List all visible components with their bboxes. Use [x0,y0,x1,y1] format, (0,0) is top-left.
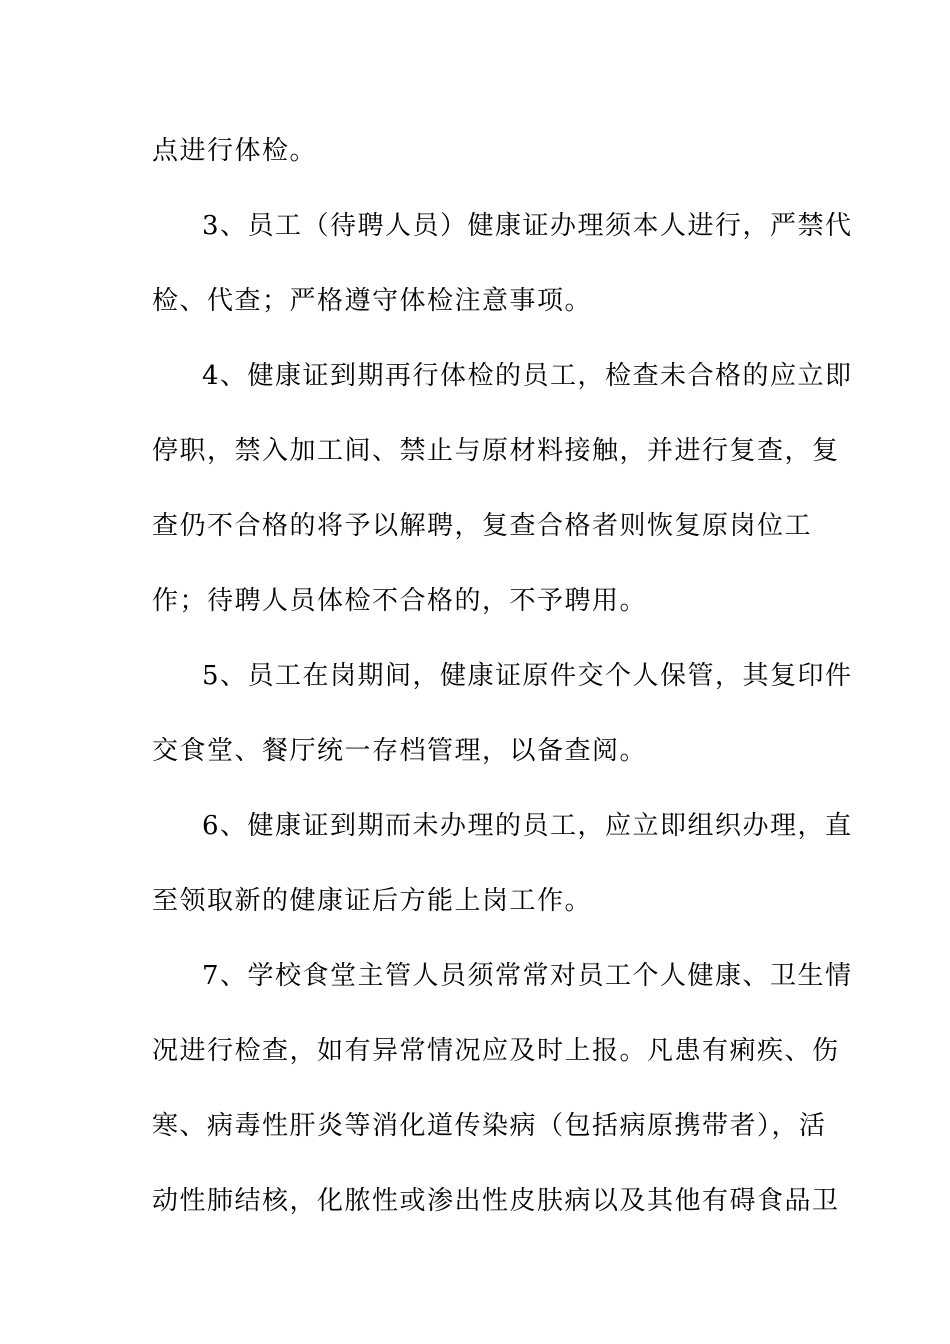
text-line-10: 6、健康证到期而未办理的员工，应立即组织办理，直 [202,811,853,841]
text-line-2: 3、员工（待聘人员）健康证办理须本人进行，严禁代 [202,211,853,241]
text-line-12: 7、学校食堂主管人员须常常对员工个人健康、卫生情 [202,961,853,991]
text-line-5: 停职，禁入加工间、禁止与原材料接触，并进行复查，复 [152,436,840,466]
text-line-9: 交食堂、餐厅统一存档管理，以备查阅。 [152,736,648,766]
text-line-15: 动性肺结核，化脓性或渗出性皮肤病以及其他有碍食品卫 [152,1186,840,1216]
text-line-14: 寒、病毒性肝炎等消化道传染病（包括病原携带者），活 [152,1111,827,1141]
text-line-7: 作；待聘人员体检不合格的，不予聘用。 [152,586,648,616]
text-line-13: 况进行检查，如有异常情况应及时上报。凡患有痢疾、伤 [152,1036,840,1066]
text-line-4: 4、健康证到期再行体检的员工，检查未合格的应立即 [202,361,853,391]
text-line-1: 点进行体检。 [152,136,318,166]
text-line-8: 5、员工在岗期间，健康证原件交个人保管，其复印件 [202,661,853,691]
text-line-6: 查仍不合格的将予以解聘，复查合格者则恢复原岗位工 [152,511,813,541]
text-line-3: 检、代查；严格遵守体检注意事项。 [152,286,593,316]
text-line-11: 至领取新的健康证后方能上岗工作。 [152,886,593,916]
